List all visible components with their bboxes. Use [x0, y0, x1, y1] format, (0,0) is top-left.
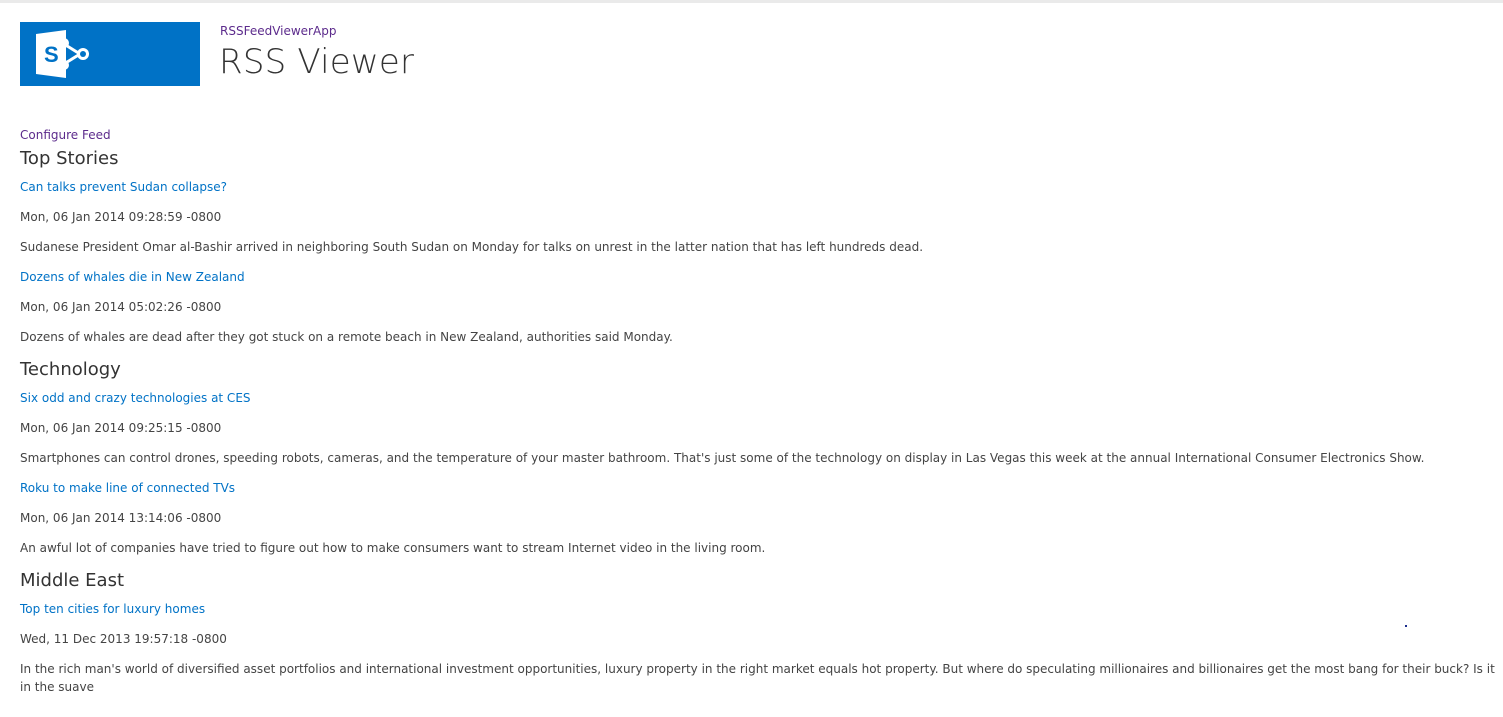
sharepoint-logo-icon[interactable]: [20, 22, 200, 86]
configure-feed-link[interactable]: Configure Feed: [20, 128, 111, 142]
item-title-link[interactable]: Roku to make line of connected TVs: [20, 481, 236, 495]
category-title: Middle East: [20, 570, 125, 591]
item-date: Wed, 11 Dec 2013 19:57:18 -0800: [20, 632, 227, 646]
item-date: Mon, 06 Jan 2014 09:25:15 -0800: [20, 421, 222, 435]
svg-text:S: S: [44, 42, 59, 67]
feed-category: [20, 358, 1503, 569]
item-title-link[interactable]: Dozens of whales die in New Zealand: [20, 270, 245, 284]
item-date: Mon, 06 Jan 2014 05:02:26 -0800: [20, 300, 222, 314]
feed-item: [20, 600, 1503, 696]
feed-item: [20, 268, 1503, 358]
site-breadcrumb-link[interactable]: RSSFeedViewerApp: [220, 24, 337, 38]
feed-item: [20, 178, 1503, 268]
sharepoint-logo-icon: [34, 28, 94, 80]
feed-content: [20, 127, 1503, 696]
top-border: [0, 0, 1503, 3]
item-description: In the rich man's world of diversified asset portfolios and international investment opportunities, luxury property in the right market equals hot property. But where do speculating millionaires and billionaires get the most bang for their buck? Is it in the suave: [20, 662, 1495, 694]
page-title: RSS Viewer: [219, 42, 415, 82]
item-title-link[interactable]: Can talks prevent Sudan collapse?: [20, 180, 228, 194]
feed-category: [20, 569, 1503, 696]
category-title: Top Stories: [20, 148, 119, 169]
item-description: Sudanese President Omar al-Bashir arrived in neighboring South Sudan on Monday for talks on unrest in the latter nation that has left hundreds dead.: [20, 240, 924, 254]
category-title: Technology: [20, 359, 121, 380]
feed-item: [20, 479, 1503, 569]
item-description: Dozens of whales are dead after they got stuck on a remote beach in New Zealand, authorities said Monday.: [20, 330, 673, 344]
item-title-link[interactable]: Top ten cities for luxury homes: [20, 602, 206, 616]
item-description: Smartphones can control drones, speeding robots, cameras, and the temperature of your master bathroom. That's just some of the technology on display in Las Vegas this week at the annual International Consumer Electronics Show.: [20, 451, 1425, 465]
feed-category: [20, 147, 1503, 358]
feed-item: [20, 389, 1503, 479]
stray-pixel-mark: [1405, 625, 1407, 627]
item-description: An awful lot of companies have tried to figure out how to make consumers want to stream Internet video in the living room.: [20, 541, 766, 555]
item-date: Mon, 06 Jan 2014 13:14:06 -0800: [20, 511, 222, 525]
item-date: Mon, 06 Jan 2014 09:28:59 -0800: [20, 210, 222, 224]
item-title-link[interactable]: Six odd and crazy technologies at CES: [20, 391, 251, 405]
